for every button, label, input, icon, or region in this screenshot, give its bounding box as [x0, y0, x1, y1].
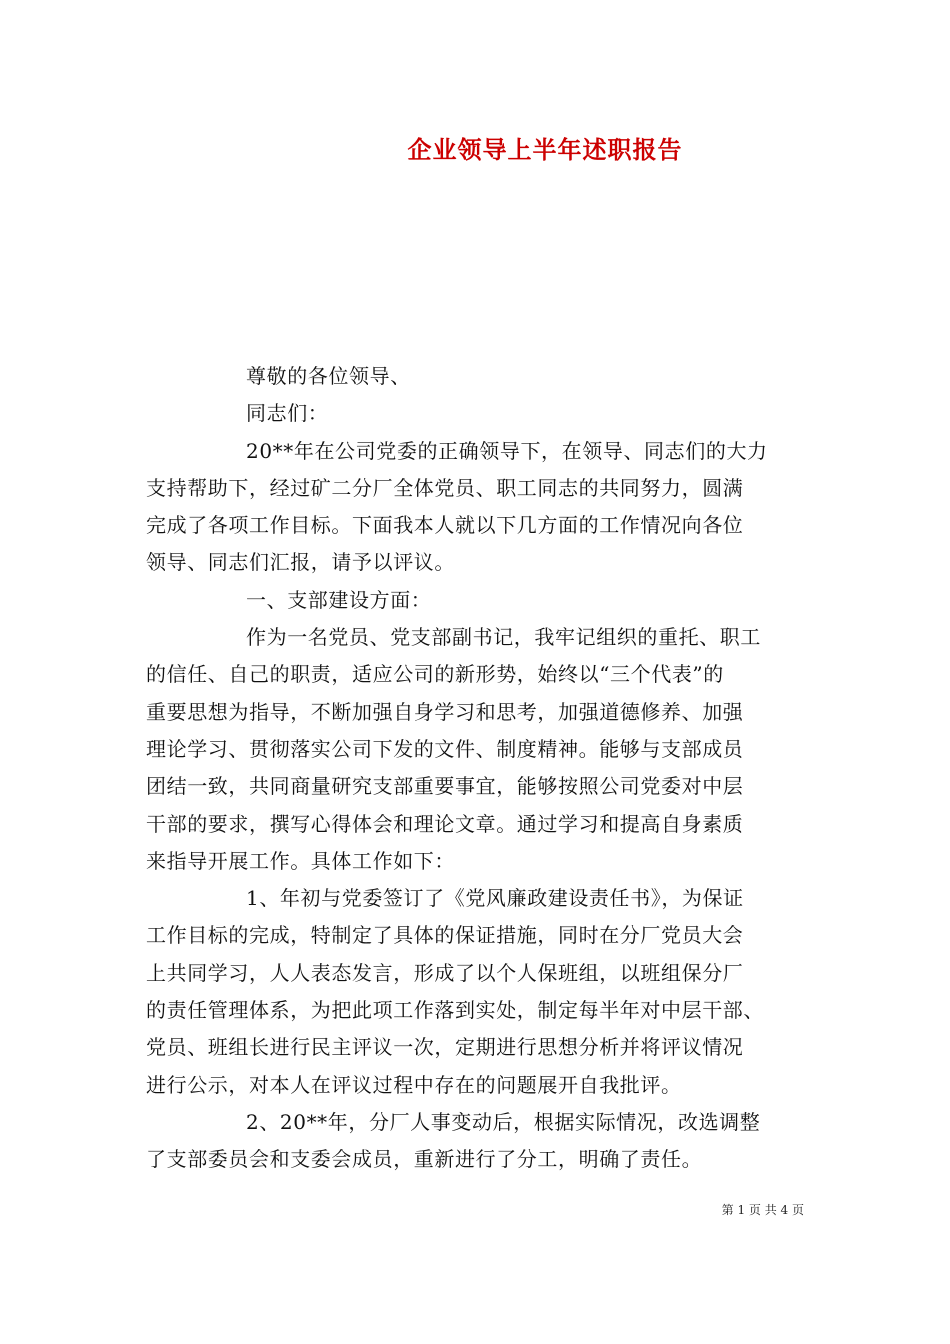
page-footer: 第 1 页 共 4 页 — [721, 1203, 804, 1217]
body-line: 党员、班组长进行民主评议一次，定期进行思想分析并将评议情况 — [146, 1035, 744, 1060]
body-line: 作为一名党员、党支部副书记，我牢记组织的重托、职工 — [246, 625, 761, 650]
body-line: 进行公示，对本人在评议过程中存在的问题展开自我批评。 — [146, 1072, 682, 1097]
body-line: 完成了各项工作目标。下面我本人就以下几方面的工作情况向各位 — [146, 513, 744, 538]
body-line: 支持帮助下，经过矿二分厂全体党员、职工同志的共同努力，圆满 — [146, 475, 744, 500]
body-line: 重要思想为指导，不断加强自身学习和思考，加强道德修养、加强 — [146, 699, 744, 724]
body-line: 来指导开展工作。具体工作如下： — [146, 848, 455, 873]
body-line: 工作目标的完成，特制定了具体的保证措施，同时在分厂党员大会 — [146, 923, 744, 948]
body-line: 团结一致，共同商量研究支部重要事宜，能够按照公司党委对中层 — [146, 774, 744, 799]
body-line: 的责任管理体系，为把此项工作落到实处，制定每半年对中层干部、 — [146, 998, 764, 1023]
body-line: 20**年在公司党委的正确领导下，在领导、同志们的大力 — [246, 438, 768, 463]
body-line: 一、支部建设方面： — [246, 587, 432, 612]
body-line: 2、20**年，分厂人事变动后，根据实际情况，改选调整 — [246, 1109, 761, 1134]
body-line: 1、年初与党委签订了《党风廉政建设责任书》，为保证 — [246, 886, 744, 911]
document-body — [146, 358, 806, 1179]
document-title: 企业领导上半年述职报告 — [407, 136, 683, 164]
body-line: 尊敬的各位领导、 — [246, 364, 411, 388]
body-line: 理论学习、贯彻落实公司下发的文件、制度精神。能够与支部成员 — [146, 736, 744, 761]
body-line: 上共同学习，人人表态发言，形成了以个人保班组，以班组保分厂 — [146, 960, 744, 985]
body-line: 领导、同志们汇报，请予以评议。 — [146, 550, 455, 575]
body-line: 的信任、自己的职责，适应公司的新形势，始终以“三个代表”的 — [146, 662, 724, 687]
body-line: 了支部委员会和支委会成员，重新进行了分工，明确了责任。 — [146, 1147, 703, 1172]
body-line: 同志们： — [246, 401, 329, 426]
body-line: 干部的要求，撰写心得体会和理论文章。通过学习和提高自身素质 — [146, 811, 744, 836]
